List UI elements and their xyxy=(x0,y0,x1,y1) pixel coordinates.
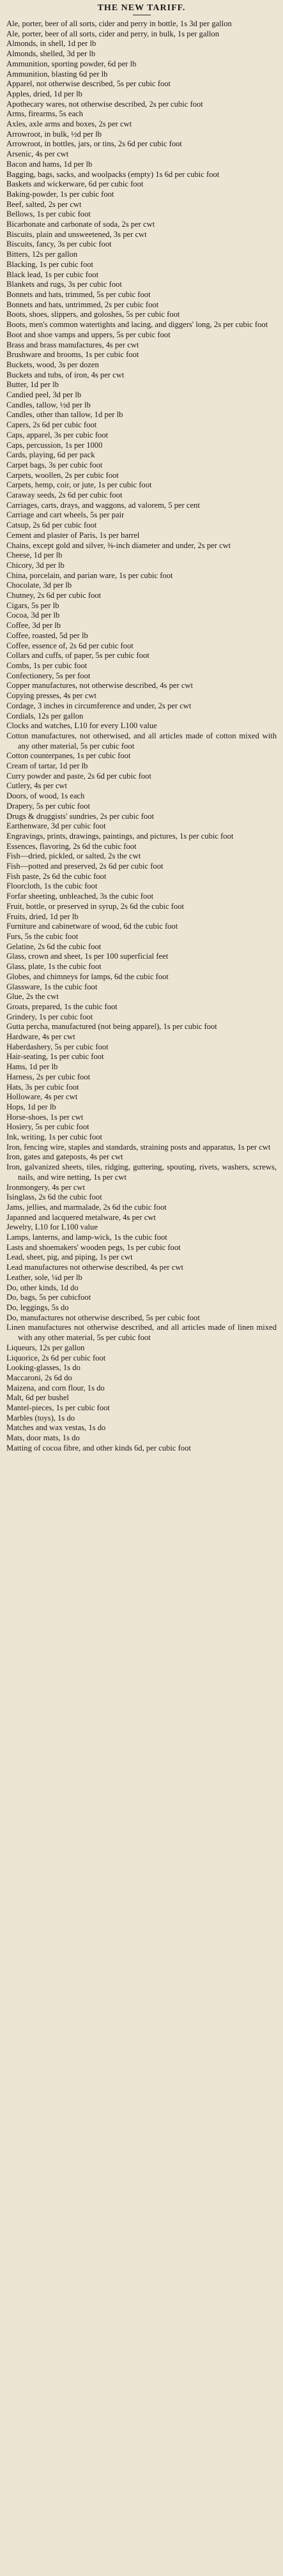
tariff-entry: Horse-shoes, 1s per cwt xyxy=(6,1112,84,1122)
tariff-entry: Mats, door mats, 1s do xyxy=(6,1433,80,1443)
tariff-entry: Bonnets and hats, trimmed, 5s per cubic foot xyxy=(6,289,151,299)
tariff-entry: Boots, shoes, slippers, and goloshes, 5s per cubic foot xyxy=(6,310,180,319)
tariff-entry: Cotton manufactures, not otherwised, and all articles made of cotton mixed with any other material, 5s per cubic foot xyxy=(6,731,277,751)
tariff-entry: Coffee, 3d per lb xyxy=(6,621,61,630)
tariff-entry: Cocoa, 3d per lb xyxy=(6,611,60,620)
tariff-entry: Matches and wax vestas, 1s do xyxy=(6,1423,106,1433)
tariff-entry: Gutta percha, manufactured (not being apparel), 1s per cubic foot xyxy=(6,1022,217,1032)
tariff-entry: Copper manufactures, not otherwise described, 4s per cwt xyxy=(6,681,194,690)
tariff-entry: Confectionery, 5s per foot xyxy=(6,671,91,680)
tariff-entry: Do, bags, 5s per cubicfoot xyxy=(6,1293,91,1302)
tariff-entry: Cordials, 12s per gallon xyxy=(6,711,84,720)
tariff-entry: Lasts and shoemakers' wooden pegs, 1s per cubic foot xyxy=(6,1242,181,1252)
tariff-entry: Fish paste, 2s 6d the cubic foot xyxy=(6,871,107,881)
tariff-entry: Boots, men's common watertights and lacing, and diggers' long, 2s per cubic foot xyxy=(6,320,268,330)
tariff-entry: Almonds, in shell, 1d per lb xyxy=(6,39,96,49)
tariff-list xyxy=(6,19,277,1454)
tariff-entry: Japanned and lacquered metalware, 4s per cwt xyxy=(6,1212,156,1222)
tariff-entry: Liquorice, 2s 6d per cubic foot xyxy=(6,1353,106,1362)
tariff-entry: Iron, fencing wire, staples and standards, straining posts and apparatus, 1s per cwt xyxy=(6,1142,271,1152)
tariff-entry: Hats, 3s per cubic foot xyxy=(6,1082,79,1092)
tariff-entry: Ammunition, blasting 6d per lb xyxy=(6,69,108,79)
tariff-entry: Baking-powder, 1s per cubic foot xyxy=(6,189,114,199)
tariff-entry: Liqueurs, 12s per gallon xyxy=(6,1343,85,1352)
tariff-entry: Hosiery, 5s per cubic foot xyxy=(6,1122,89,1132)
tariff-entry: Blankets and rugs, 3s per cubic foot xyxy=(6,280,122,289)
tariff-entry: Lamps, lanterns, and lamp-wick, 1s the cubic foot xyxy=(6,1233,167,1242)
tariff-entry: Candles, other than tallow, 1d per lb xyxy=(6,410,123,420)
tariff-entry: Chicory, 3d per lb xyxy=(6,560,65,570)
tariff-entry: Coffee, essence of, 2s 6d per cubic foot xyxy=(6,641,134,650)
tariff-entry: Butter, 1d per lb xyxy=(6,380,59,390)
tariff-entry: Hardware, 4s per cwt xyxy=(6,1032,75,1042)
tariff-entry: Globes, and chimneys for lamps, 6d the cubic foot xyxy=(6,972,169,981)
tariff-entry: Cutlery, 4s per cwt xyxy=(6,781,68,791)
tariff-entry: Carpet bags, 3s per cubic foot xyxy=(6,460,103,469)
tariff-entry: Glue, 2s the cwt xyxy=(6,992,59,1002)
tariff-entry: Bacon and hams, 1d per lb xyxy=(6,159,93,169)
tariff-entry: Groats, prepared, 1s the cubic foot xyxy=(6,1002,118,1011)
tariff-entry: Copying presses, 4s per cwt xyxy=(6,691,96,701)
tariff-entry: Apparel, not otherwise described, 5s per cubic foot xyxy=(6,79,171,89)
tariff-entry: Catsup, 2s 6d per cubic foot xyxy=(6,521,97,530)
tariff-entry: Chutney, 2s 6d per cubic foot xyxy=(6,591,102,600)
tariff-entry: Clocks and watches, L10 for every L100 value xyxy=(6,721,157,731)
tariff-entry: Lead, sheet, pig, and piping, 1s per cwt xyxy=(6,1253,133,1262)
article-title: THE NEW TARIFF. xyxy=(97,3,186,13)
tariff-entry: Caps, percussion, 1s per 1000 xyxy=(6,440,103,450)
tariff-entry: Candied peel, 3d per lb xyxy=(6,390,82,400)
tariff-entry: Glass, crown and sheet, 1s per 100 superficial feet xyxy=(6,952,169,961)
tariff-entry: Do, leggings, 5s do xyxy=(6,1303,69,1312)
tariff-entry: Cheese, 1d per lb xyxy=(6,551,63,560)
tariff-entry: Caps, apparel, 3s per cubic foot xyxy=(6,430,109,439)
tariff-entry: Chocolate, 3d per lb xyxy=(6,581,72,590)
tariff-entry: Do, manufactures not otherwise described, 5s per cubic foot xyxy=(6,1313,200,1322)
tariff-entry: Drapery, 5s per cubic foot xyxy=(6,801,91,811)
tariff-entry: Blacking, 1s per cubic foot xyxy=(6,259,94,269)
tariff-entry: Carriages, carts, drays, and waggons, ad valorem, 5 per cent xyxy=(6,500,200,510)
tariff-entry: Coffee, roasted, 5d per lb xyxy=(6,630,88,640)
tariff-entry: Matting of cocoa fibre, and other kinds 6d, per cubic foot xyxy=(6,1443,191,1452)
tariff-entry: Boot and shoe vamps and uppers, 5s per cubic foot xyxy=(6,330,171,339)
tariff-entry: Haberdashery, 5s per cubic foot xyxy=(6,1042,109,1051)
tariff-entry: Arms, firearms, 5s each xyxy=(6,109,83,119)
tariff-entry: Ink, writing, 1s per cubic foot xyxy=(6,1132,103,1142)
tariff-entry: Bellows, 1s per cubic foot xyxy=(6,210,91,219)
tariff-entry: Ale, porter, beer of all sorts, cider and perry in bottle, 1s 3d per gallon xyxy=(6,19,232,28)
tariff-entry: Buckets and tubs, of iron, 4s per cwt xyxy=(6,370,125,379)
tariff-entry: Curry powder and paste, 2s 6d per cubic foot xyxy=(6,771,151,781)
tariff-entry: Black lead, 1s per cubic foot xyxy=(6,270,99,279)
tariff-entry: Bonnets and hats, untrimmed, 2s per cubic foot xyxy=(6,300,159,309)
tariff-entry: Glassware, 1s the cubic foot xyxy=(6,982,98,991)
tariff-entry: Fruit, bottle, or preserved in syrup, 2s 6d the cubic foot xyxy=(6,901,185,911)
tariff-entry: Bagging, bags, sacks, and woolpacks (empty) 1s 6d per cubic foot xyxy=(6,169,220,179)
tariff-entry: Arrowroot, in bottles, jars, or tins, 2s 6d per cubic foot xyxy=(6,139,182,149)
tariff-entry: Floorcloth, 1s the cubic foot xyxy=(6,881,98,891)
tariff-entry: Caraway seeds, 2s 6d per cubic foot xyxy=(6,491,123,500)
tariff-entry: Carpets, hemp, coir, or jute, 1s per cubic foot xyxy=(6,480,152,490)
tariff-entry: Apples, dried, 1d per lb xyxy=(6,89,82,98)
tariff-entry: Chains, except gold and silver, ⅜-inch diameter and under, 2s per cwt xyxy=(6,540,231,550)
tariff-entry: Essences, flavoring, 2s 6d the cubic foot xyxy=(6,841,137,851)
tariff-entry: Mantel-pieces, 1s per cubic foot xyxy=(6,1403,110,1413)
tariff-entry: Looking-glasses, 1s do xyxy=(6,1363,80,1373)
tariff-entry: Leather, sole, ¼d per lb xyxy=(6,1272,82,1282)
tariff-entry: Collars and cuffs, of paper, 5s per cubic foot xyxy=(6,651,149,660)
tariff-entry: Drugs & druggists' sundries, 2s per cubic foot xyxy=(6,811,155,821)
tariff-entry: Isinglass, 2s 6d the cubic foot xyxy=(6,1193,102,1202)
tariff-entry: Ironmongery, 4s per cwt xyxy=(6,1182,85,1192)
tariff-entry: Linen manufactures not otherwise described, and all articles made of linen mixed with any other material, 5s per cubic foot xyxy=(6,1323,277,1343)
tariff-entry: Hair-seating, 1s per cubic foot xyxy=(6,1052,104,1062)
tariff-entry: Doors, of wood, 1s each xyxy=(6,791,85,801)
tariff-entry: Fruits, dried, 1d per lb xyxy=(6,911,79,921)
tariff-entry: Cream of tartar, 1d per lb xyxy=(6,761,88,771)
tariff-entry: Earthenware, 3d per cubic foot xyxy=(6,821,106,831)
tariff-entry: Arrowroot, in bulk, ½d per lb xyxy=(6,129,102,139)
tariff-entry: Brass and brass manufactures, 4s per cwt xyxy=(6,340,139,349)
tariff-entry: Grindery, 1s per cubic foot xyxy=(6,1012,93,1021)
tariff-entry: Holloware, 4s per cwt xyxy=(6,1092,78,1102)
tariff-entry: Carpets, woollen, 2s per cubic foot xyxy=(6,470,119,480)
tariff-entry: Cotton counterpanes, 1s per cubic foot xyxy=(6,751,131,761)
tariff-entry: Furniture and cabinetware of wood, 6d the cubic foot xyxy=(6,922,178,931)
tariff-entry: Jams, jellies, and marmalade, 2s 6d the cubic foot xyxy=(6,1202,167,1212)
tariff-entry: Fish—dried, pickled, or salted, 2s the cwt xyxy=(6,851,141,861)
tariff-entry: Biscuits, plain and unsweetened, 3s per cwt xyxy=(6,229,147,239)
tariff-entry: Ale, porter, beer of all sorts, cider and perry, in bulk, 1s per gallon xyxy=(6,29,220,38)
tariff-entry: Arsenic, 4s per cwt xyxy=(6,149,69,159)
tariff-entry: Lead manufactures not otherwise described, 4s per cwt xyxy=(6,1263,183,1272)
tariff-entry: Buckets, wood, 3s per dozen xyxy=(6,360,99,369)
tariff-entry: Furs, 5s the cubic foot xyxy=(6,931,79,941)
tariff-entry: Beef, salted, 2s per cwt xyxy=(6,199,82,209)
tariff-entry: Glass, plate, 1s the cubic foot xyxy=(6,962,102,972)
tariff-entry: Harness, 2s per cubic foot xyxy=(6,1072,91,1081)
tariff-entry: Jewelry, L10 for L100 value xyxy=(6,1223,98,1232)
tariff-entry: Forfar sheeting, unbleached, 3s the cubic foot xyxy=(6,892,154,901)
tariff-entry: Malt, 6d per bushel xyxy=(6,1393,69,1403)
tariff-entry: Apothecary wares, not otherwise described, 2s per cubic foot xyxy=(6,99,203,109)
tariff-entry: Gelatine, 2s 6d the cubic foot xyxy=(6,941,102,951)
tariff-entry: Cordage, 3 inches in circumference and under, 2s per cwt xyxy=(6,701,192,710)
tariff-entry: Bicarbonate and carbonate of soda, 2s per cwt xyxy=(6,220,155,229)
tariff-entry: China, porcelain, and parian ware, 1s per cubic foot xyxy=(6,570,173,580)
tariff-entry: Engravings, prints, drawings, paintings, and pictures, 1s per cubic foot xyxy=(6,831,234,841)
tariff-entry: Axles, axle arms and boxes, 2s per cwt xyxy=(6,119,132,129)
tariff-entry: Carriage and cart wheels, 5s per pair xyxy=(6,510,125,520)
tariff-entry: Almonds, shelled, 3d per lb xyxy=(6,49,96,59)
tariff-entry: Biscuits, fancy, 3s per cubic foot xyxy=(6,240,112,249)
tariff-entry: Bitters, 12s per gallon xyxy=(6,250,78,259)
tariff-entry: Do, other kinds, 1d do xyxy=(6,1283,79,1292)
tariff-entry: Combs, 1s per cubic foot xyxy=(6,661,88,670)
tariff-entry: Maizena, and corn flour, 1s do xyxy=(6,1383,105,1392)
tariff-entry: Candles, tallow, ½d per lb xyxy=(6,400,91,409)
tariff-entry: Marbles (toys), 1s do xyxy=(6,1413,75,1422)
tariff-entry: Baskets and wickerware, 6d per cubic foot xyxy=(6,179,144,189)
tariff-entry: Iron, gates and gateposts, 4s per cwt xyxy=(6,1152,123,1162)
tariff-entry: Cement and plaster of Paris, 1s per barrel xyxy=(6,530,140,540)
tariff-entry: Fish—potted and preserved, 2s 6d per cubic foot xyxy=(6,862,164,871)
tariff-entry: Brushware and brooms, 1s per cubic foot xyxy=(6,350,139,360)
tariff-entry: Maccaroni, 2s 6d do xyxy=(6,1373,72,1382)
tariff-entry: Ammunition, sporting powder, 6d per lb xyxy=(6,59,137,68)
tariff-entry: Cigars, 5s per lb xyxy=(6,600,59,610)
tariff-entry: Hams, 1d per lb xyxy=(6,1062,58,1072)
tariff-entry: Iron, galvanized sheets, tiles, ridging, guttering, spouting, rivets, washers, screws, nails, and wire netting, 1s per cwt xyxy=(6,1162,277,1182)
tariff-entry: Hops, 1d per lb xyxy=(6,1102,56,1111)
tariff-entry: Capers, 2s 6d per cubic foot xyxy=(6,420,97,430)
tariff-entry: Cards, playing, 6d per pack xyxy=(6,450,95,460)
